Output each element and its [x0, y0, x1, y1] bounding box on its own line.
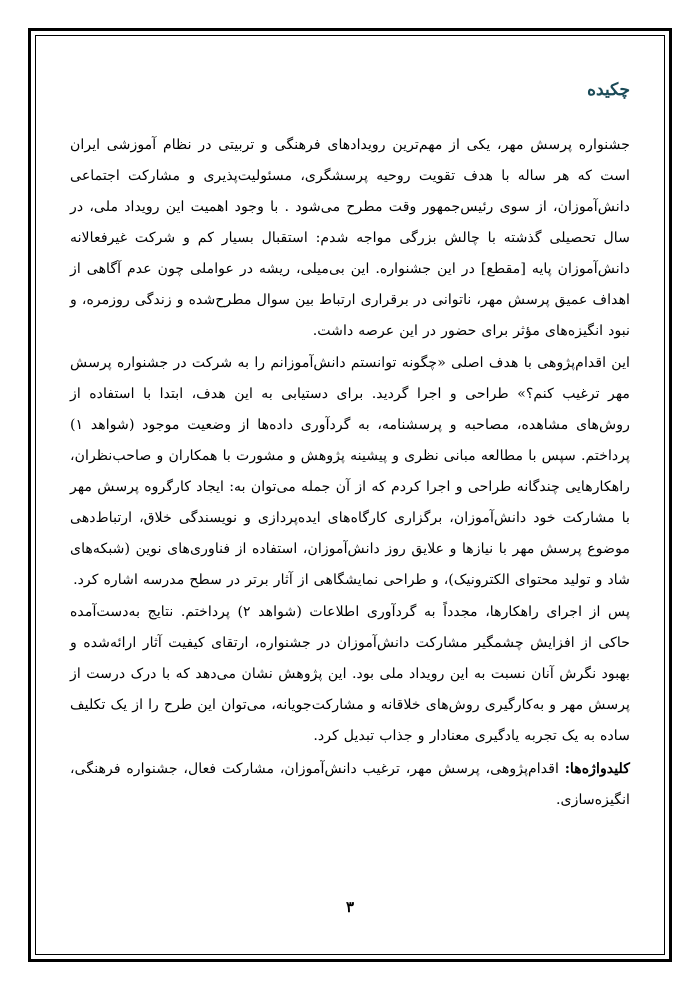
keywords-label: کلیدواژه‌ها:	[564, 761, 630, 777]
keywords-line	[70, 754, 630, 816]
abstract-paragraph-2: این اقدام‌پژوهی با هدف اصلی «چگونه توانستم دانش‌آموزانم را به شرکت در جشنواره پرسش مهر ترغیب کنم؟» طراحی و اجرا گردید. برای دستیابی به این هدف، ابتدا با استفاده از روش‌های مشاهده، مصاحبه و پرسشنامه، به گردآوری داده‌ها از وضعیت موجود (شواهد ۱) پرداختم. سپس با مطالعه مبانی نظری و پیشینه پژوهش و مشورت با همکاران و صاحب‌نظران، راهکارهایی چندگانه طراحی و اجرا کردم که از آن جمله می‌توان به: ایجاد کارگروه پرسش مهر با مشارکت خود دانش‌آموزان، برگزاری کارگاه‌های ایده‌پردازی و نویسندگی خلاق، ارتباط‌دهی موضوع پرسش مهر با نیازها و علایق روز دانش‌آموزان، استفاده از فناوری‌های نوین (شبکه‌های شاد و تولید محتوای الکترونیک)، و طراحی نمایشگاهی از آثار برتر در سطح مدرسه اشاره کرد.	[70, 355, 630, 588]
keywords-value: اقدام‌پژوهی، پرسش مهر، ترغیب دانش‌آموزان، مشارکت فعال، جشنواره فرهنگی، انگیزه‌سازی.	[70, 761, 630, 808]
abstract-heading: چکیده	[587, 80, 630, 100]
abstract-paragraph-3: پس از اجرای راهکارها، مجدداً به گردآوری اطلاعات (شواهد ۲) پرداختم. نتایج به‌دست‌آمده حاکی از افزایش چشمگیر مشارکت دانش‌آموزان در جشنواره، ارتقای کیفیت آثار ارائه‌شده و بهبود نگرش آنان نسبت به این رویداد ملی بود. این پژوهش نشان می‌دهد که با درک درست از پرسش مهر و به‌کارگیری روش‌های خلاقانه و مشارکت‌جویانه، می‌توان این طرح را از یک تکلیف ساده به یک تجربه یادگیری معنادار و جذاب تبدیل کرد.	[70, 604, 630, 744]
document-content	[70, 80, 630, 910]
abstract-paragraph-1: جشنواره پرسش مهر، یکی از مهم‌ترین رویدادهای فرهنگی و تربیتی در نظام آموزشی ایران است که هر ساله با هدف تقویت روحیه پرسشگری، مسئولیت‌پذیری و مشارکت اجتماعی دانش‌آموزان، از سوی رئیس‌جمهور وقت مطرح می‌شود . با وجود اهمیت این رویداد ملی، در سال تحصیلی گذشته با چالش بزرگی مواجه شدم: استقبال بسیار کم و شرکت غیرفعالانه دانش‌آموزان پایه [مقطع] در این جشنواره. این بی‌میلی، ریشه در عواملی چون عدم آگاهی از اهداف عمیق پرسش مهر، ناتوانی در برقراری ارتباط بین سوال مطرح‌شده و زندگی روزمره، و نبود انگیزه‌های مؤثر برای حضور در این عرصه داشت.	[70, 137, 630, 339]
page-number: ۳	[345, 898, 355, 916]
